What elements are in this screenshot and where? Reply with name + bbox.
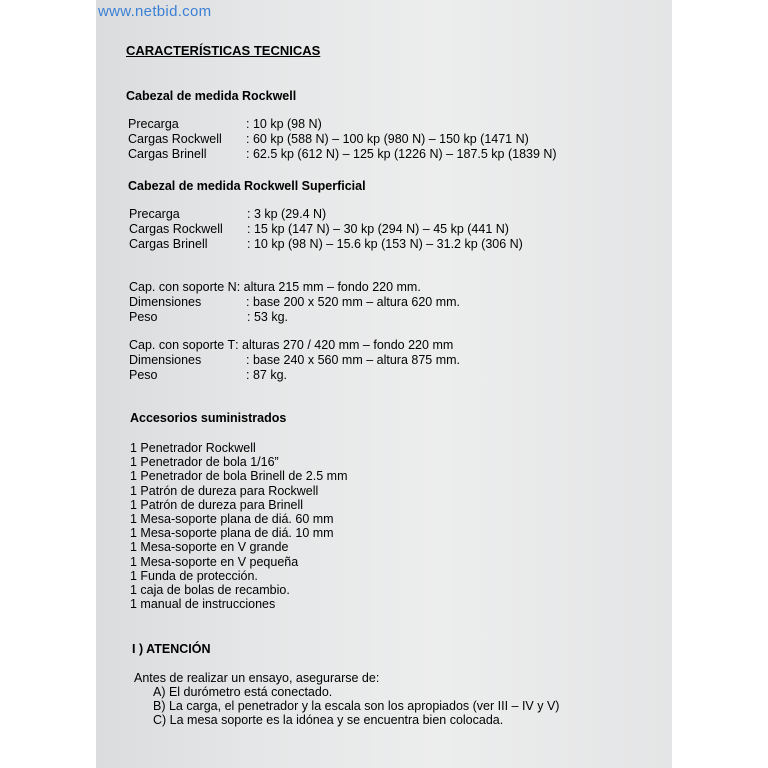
spec-row <box>129 207 523 222</box>
spec-row <box>129 353 460 368</box>
list-item: 1 Penetrador de bola Brinell de 2.5 mm <box>130 469 348 484</box>
spec-row <box>129 295 460 310</box>
list-item: 1 Funda de protección. <box>130 568 258 583</box>
spec-row <box>129 310 460 325</box>
list-item: 1 manual de instrucciones <box>130 597 276 612</box>
section-heading-atencion: I ) ATENCIÓN <box>132 642 211 656</box>
list-item: 1 Mesa-soporte plana de diá. 10 mm <box>130 526 334 541</box>
section-heading-superficial: Cabezal de medida Rockwell Superficial <box>128 179 366 193</box>
spec-value: : 10 kp (98 N) – 15.6 kp (153 N) – 31.2 kp (306 N) <box>247 237 523 251</box>
list-item: B) La carga, el penetrador y la escala son los apropiados (ver III – IV y V) <box>153 699 560 714</box>
spec-label: Dimensiones <box>129 295 202 309</box>
list-item: 1 Mesa-soporte en V pequeña <box>130 554 299 569</box>
spec-value: : 10 kp (98 N) <box>246 117 322 131</box>
spec-row <box>129 222 523 237</box>
spec-row <box>128 147 557 162</box>
spec-label: Cargas Rockwell <box>129 222 223 236</box>
spec-table-rockwell <box>128 117 557 162</box>
section-heading-rockwell: Cabezal de medida Rockwell <box>126 89 297 103</box>
spec-value: : 87 kg. <box>246 368 287 382</box>
spec-label: Precarga <box>128 117 179 131</box>
watermark: www.netbid.com <box>98 3 212 20</box>
spec-table-soporte-n <box>129 280 460 325</box>
spec-label: Peso <box>129 368 158 382</box>
list-item: 1 Penetrador de bola 1/16” <box>130 455 279 470</box>
spec-row <box>128 117 557 132</box>
spec-row <box>129 368 460 383</box>
section-heading-accesorios: Accesorios suministrados <box>130 411 287 425</box>
spec-label: Cargas Brinell <box>129 237 208 251</box>
page-title: CARACTERÍSTICAS TECNICAS <box>126 43 321 58</box>
spec-label: Peso <box>129 310 158 324</box>
spec-value: : 15 kp (147 N) – 30 kp (294 N) – 45 kp (441 N) <box>247 222 509 236</box>
list-item: C) La mesa soporte es la idónea y se encuentra bien colocada. <box>153 713 504 728</box>
spec-value: : base 240 x 560 mm – altura 875 mm. <box>246 353 460 367</box>
spec-row <box>129 338 460 353</box>
list-item: 1 Mesa-soporte en V grande <box>130 540 289 555</box>
spec-value: : 62.5 kp (612 N) – 125 kp (1226 N) – 187.5 kp (1839 N) <box>246 147 557 161</box>
spec-row <box>129 280 460 295</box>
atencion-list <box>153 685 559 728</box>
spec-label: Cap. con soporte N <box>129 280 237 294</box>
spec-table-soporte-t <box>129 338 460 383</box>
spec-row <box>129 237 523 252</box>
spec-value: : 3 kp (29.4 N) <box>247 207 327 221</box>
list-item: 1 Patrón de dureza para Rockwell <box>130 483 319 498</box>
accessories-list <box>130 441 348 611</box>
spec-value: : 53 kg. <box>247 310 288 324</box>
list-item: 1 Mesa-soporte plana de diá. 60 mm <box>130 511 334 526</box>
spec-row <box>128 132 557 147</box>
list-item: 1 Penetrador Rockwell <box>130 441 256 455</box>
spec-label: Precarga <box>129 207 180 221</box>
list-item: 1 caja de bolas de recambio. <box>130 582 290 597</box>
spec-label: Dimensiones <box>129 353 202 367</box>
spec-table-superficial <box>129 207 523 252</box>
list-item: A) El durómetro está conectado. <box>153 685 333 699</box>
spec-value: : 60 kp (588 N) – 100 kp (980 N) – 150 kp (1471 N) <box>246 132 529 146</box>
spec-value: : alturas 270 / 420 mm – fondo 220 mm <box>235 338 454 352</box>
spec-label: Cargas Rockwell <box>128 132 222 146</box>
spec-value: : altura 215 mm – fondo 220 mm. <box>236 280 421 294</box>
spec-value: : base 200 x 520 mm – altura 620 mm. <box>246 295 460 309</box>
spec-label: Cap. con soporte T <box>129 338 236 352</box>
atencion-intro: Antes de realizar un ensayo, asegurarse de: <box>134 671 380 685</box>
spec-label: Cargas Brinell <box>128 147 207 161</box>
list-item: 1 Patrón de dureza para Brinell <box>130 497 304 512</box>
